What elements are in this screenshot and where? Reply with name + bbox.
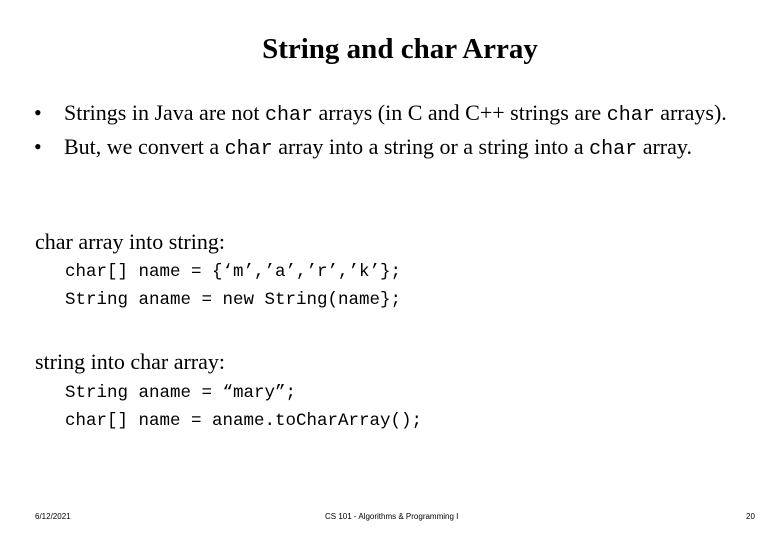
bullet-item — [34, 97, 774, 131]
bullet-icon: • — [34, 134, 42, 159]
footer-page-number: 20 — [746, 512, 755, 521]
bullet-text: Strings in Java are not char arrays (in C and C++ strings are char arrays). — [64, 100, 727, 127]
code-block-char-to-string — [65, 258, 401, 314]
footer-course: CS 101 - Algorithms & Programming I — [325, 512, 459, 521]
footer-date: 6/12/2021 — [35, 512, 71, 521]
bullet-icon: • — [34, 100, 42, 125]
slide-title: String and char Array — [262, 33, 538, 65]
section-heading-string-to-char: string into char array: — [35, 349, 225, 374]
code-line: String aname = new String(name}; — [65, 290, 402, 310]
bullet-list — [34, 97, 774, 165]
section-heading-char-to-string: char array into string: — [35, 229, 225, 254]
bullet-text: But, we convert a char array into a string or a string into a char array. — [64, 134, 692, 161]
code-block-string-to-char — [65, 379, 422, 435]
code-line: char[] name = aname.toCharArray(); — [65, 411, 423, 431]
bullet-item — [34, 131, 774, 165]
code-line: char[] name = {‘m’,’a’,’r’,’k’}; — [65, 262, 402, 282]
code-line: String aname = “mary”; — [65, 383, 297, 403]
